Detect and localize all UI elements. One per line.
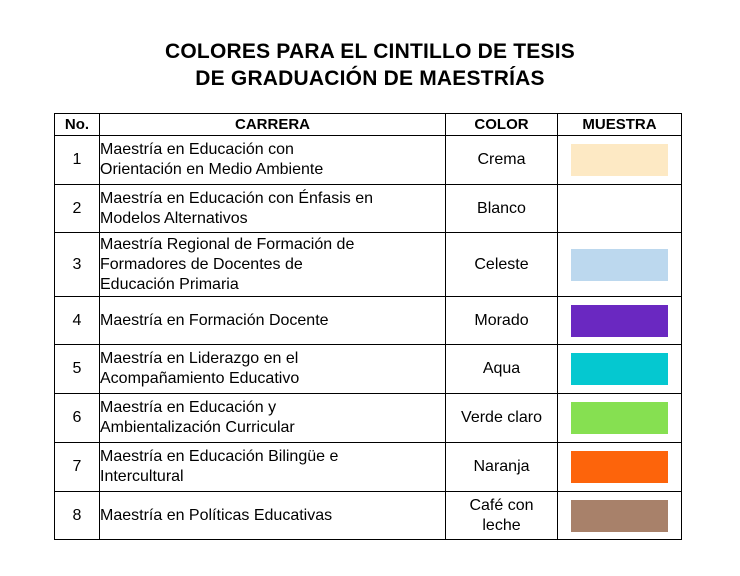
table-row [55,492,682,540]
color-name: Morado [446,297,558,345]
sample-cell [558,185,682,233]
table-row [55,297,682,345]
header-carrera: CARRERA [100,114,446,136]
sample-cell [558,233,682,297]
color-name: Verde claro [446,394,558,443]
row-number: 2 [55,185,100,233]
color-name: Naranja [446,443,558,492]
title-line-2: DE GRADUACIÓN DE MAESTRÍAS [195,67,545,90]
color-swatch [571,144,668,176]
row-number: 7 [55,443,100,492]
color-name: Café con leche [446,492,558,540]
color-swatch [571,451,668,483]
sample-cell [558,297,682,345]
color-swatch [571,249,668,281]
color-swatch [571,353,668,385]
header-muestra: MUESTRA [558,114,682,136]
row-number: 8 [55,492,100,540]
table-row [55,136,682,185]
color-swatch [571,500,668,532]
sample-cell [558,136,682,185]
color-swatch [571,193,668,225]
document-title [0,38,740,92]
career-name: Maestría en Educación con Énfasis en Modelos Alternativos [100,185,446,233]
sample-cell [558,394,682,443]
career-name: Maestría en Formación Docente [100,297,446,345]
sample-cell [558,443,682,492]
career-name: Maestría en Liderazgo en el Acompañamiento Educativo [100,345,446,394]
table-row [55,394,682,443]
color-swatch [571,305,668,337]
header-row [55,114,682,136]
career-name: Maestría en Educación Bilingüe e Intercultural [100,443,446,492]
header-color: COLOR [446,114,558,136]
career-name: Maestría en Políticas Educativas [100,492,446,540]
career-name: Maestría Regional de Formación de Formadores de Docentes de Educación Primaria [100,233,446,297]
table-row [55,345,682,394]
row-number: 5 [55,345,100,394]
table-row [55,443,682,492]
color-swatch [571,402,668,434]
color-name: Blanco [446,185,558,233]
table-row [55,233,682,297]
color-name: Celeste [446,233,558,297]
career-name: Maestría en Educación y Ambientalización Curricular [100,394,446,443]
title-line-1: COLORES PARA EL CINTILLO DE TESIS [165,40,575,63]
table-row [55,185,682,233]
career-name: Maestría en Educación con Orientación en Medio Ambiente [100,136,446,185]
row-number: 6 [55,394,100,443]
sample-cell [558,345,682,394]
color-name: Aqua [446,345,558,394]
sample-cell [558,492,682,540]
row-number: 3 [55,233,100,297]
header-no: No. [55,114,100,136]
color-name: Crema [446,136,558,185]
colors-table [54,113,682,540]
row-number: 1 [55,136,100,185]
row-number: 4 [55,297,100,345]
